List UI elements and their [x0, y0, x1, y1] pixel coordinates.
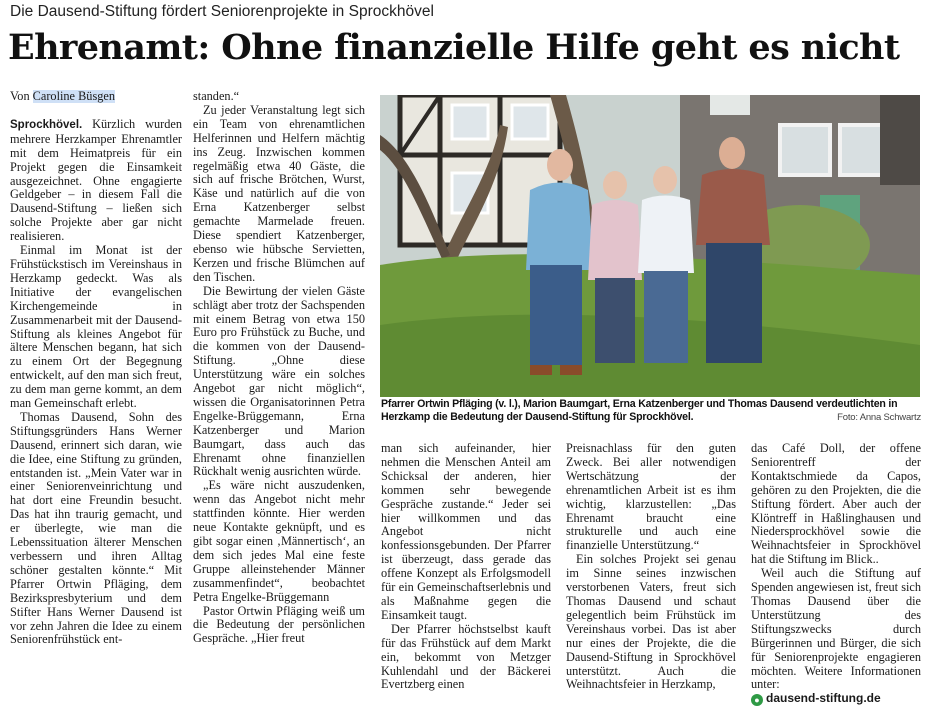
caption-text: Pfarrer Ortwin Pfläging (v. l.), Marion Baumgart, Erna Katzenberger und Thomas Dausend verdeutlichten in Herzkamp die Bedeutung der Dausend-Stiftung für Sprockhövel.: [381, 398, 898, 423]
paragraph: man sich aufeinander, hier nehmen die Menschen Anteil am Schicksal der anderen, hier kommen sehr bewegende Gespräche zustande.“ Jeder sei hier willkommen und das Angebot nicht konfessionsgebunden. Der Pfarrer ist überzeugt, dass gerade das offene Konzept als Erfolgsmodell für ein Gemeinschaftserlebnis und als Maßnahme gegen die Einsamkeit taugt.: [381, 442, 551, 622]
article-column-3: [381, 442, 551, 708]
paragraph: Ein solches Projekt sei genau im Sinne seines inzwischen verstorbenen Vaters, freut sich Thomas Dausend und schaut gelegentlich beim Frühstück im Vereinshaus vorbei. Das ist aber nur eines der Projekte, die die Dausend-Stiftung in Sprockhövel unterstützt. Auch die Weihnachtsfeier in Herzkamp,: [566, 552, 736, 692]
article-photo: [380, 95, 920, 397]
paragraph: [751, 692, 921, 706]
website-link[interactable]: dausend-stiftung.de: [766, 691, 881, 706]
paragraph: „Es wäre nicht auszudenken, wenn das Angebot nicht mehr stattfinden könnte. Hier werden neue Kontakte geknüpft, und es gibt sogar einen ‚Männertisch‘, an dem sich jedes Mal eine feste Gruppe alleinstehender Männer zusammenfindet“, beobachtet Petra Engelke-Brüggemann: [193, 478, 365, 604]
paragraph: Zu jeder Veranstaltung legt sich ein Team von ehrenamtlichen Helferinnen und Helfern mächtig ins Zeug. Inzwischen kommen regelmäßig etwa 40 Gäste, die sich auf frische Brötchen, Wurst, Käse und natürlich auf die von Erna Katzenberger selbst gemachte Marmelade freuen. Diese spendiert Katzenberger, ebenso wie hübsche Servietten, Kerzen und frische Blümchen auf den Tischen.: [193, 102, 365, 284]
paragraph: Preisnachlass für den guten Zweck. Bei aller notwendigen Wertschätzung der ehrenamtlichen Arbeit ist es ihm wichtig, klarzustellen: „Das Ehrenamt braucht eine strukturelle und auch eine finanzielle Unterstützung.“: [566, 442, 736, 553]
article-headline: Ehrenamt: Ohne finanzielle Hilfe geht es nicht: [8, 27, 900, 68]
article-column-2: [193, 90, 365, 706]
paragraph: Thomas Dausend, Sohn des Stiftungsgründers Hans Werner Dausend, erinnert sich daran, wie die Idee, eine Stiftung zu gründen, entstanden ist. „Mein Vater war in einer Seniorenveinrichtung und hat dort eine Freundin besucht. Das hat ihn traurig gemacht, und er überlegte, wie man die Lebenssituation älterer Menschen verbessern und ihren Alltag schöner gestalten könnte.“ Mit Pfarrer Ortwin Pfläging, dem Bezirkspresbyterium und dem Stifter Hans Werner Dausend ist vor zehn Jahren die Idee zu einem Seniorenfrühstück ent-: [10, 409, 182, 647]
paragraph: das Café Doll, der offene Seniorentreff der Kontaktschmiede da Capos, gehören zu den Projekten, die die Stiftung fördert. Aber auch der Klöntreff in Haßlinghausen und Niedersprockhövel sowie die Weihnachtsfeier in Sprockhövel hat die Stiftung im Blick..: [751, 442, 921, 567]
globe-icon: ●: [751, 694, 763, 706]
paragraph: standen.“: [193, 90, 240, 103]
paragraph: Die Bewirtung der vielen Gäste schlägt aber trotz der Sachspenden mit einem Betrag von etwa 150 Euro pro Frühstück zu Buche, und die kommen von der Dausend-Stiftung. „Ohne diese Unterstützung wäre ein solches Angebot gar nicht möglich“, wissen die Organisatorinnen Petra Engelke-Brüggemann, Erna Katzenberger und Marion Baumgart, dass auch das Ehrenamt ohne finanziellen Rückhalt wenig ausrichten würde.: [193, 283, 365, 479]
article-column-1: [10, 90, 182, 706]
article-column-4: [566, 442, 736, 708]
paragraph-text: Kürzlich wurden mehrere Herzkamper Ehrenamtler mit dem Heimatpreis für ein Projekt gegen die Einsamkeit ausgezeichnet. Ohne engagierte Geldgeber – in diesem Fall die Dausend-Stiftung – ließen sich solche Projekte aber gar nicht realisieren.: [10, 116, 182, 244]
byline: [10, 90, 182, 104]
article-kicker: Die Dausend-Stiftung fördert Seniorenprojekte in Sprockhövel: [10, 3, 434, 20]
paragraph: Der Pfarrer höchstselbst kauft für das Frühstück auf dem Markt ein, bekommt von Metzger Kuhlendahl und der Bäckerei Evertzberg einen: [381, 621, 551, 692]
byline-prefix: Von: [10, 90, 33, 103]
paragraph: [10, 118, 182, 244]
author-name[interactable]: Caroline Büsgen: [32, 90, 115, 103]
paragraph: Weil auch die Stiftung auf Spenden angewiesen ist, freut sich Thomas Dausend über die Unterstützung des Stiftungszwecks durch Bürgerinnen und Bürger, die sich für Seniorenprojekte engagieren möchten. Weitere Informationen unter:: [751, 566, 921, 692]
photo-caption: [381, 398, 921, 424]
article-column-5: [751, 442, 921, 708]
photo-illustration: [380, 95, 920, 397]
paragraph: Pastor Ortwin Pfläging weiß um die Bedeutung der persönlichen Gespräche. „Hier freut: [193, 603, 365, 646]
photo-credit: Foto: Anna Schwartz: [837, 412, 921, 423]
dateline: Sprockhövel.: [10, 118, 83, 131]
paragraph: Einmal im Monat ist der Frühstückstisch im Vereinshaus in Herzkamp gedeckt. Was als Initiative der evangelischen Kirchengemeinde in Zusammenarbeit mit der Dausend-Stiftung als kleines Angebot für ältere Menschen begann, hat sich zu einem Ort der Begegnung entwickelt, auf den man sich freut, zu dem man gerne kommt, an dem man Gemeinschaft erlebt.: [10, 243, 182, 411]
